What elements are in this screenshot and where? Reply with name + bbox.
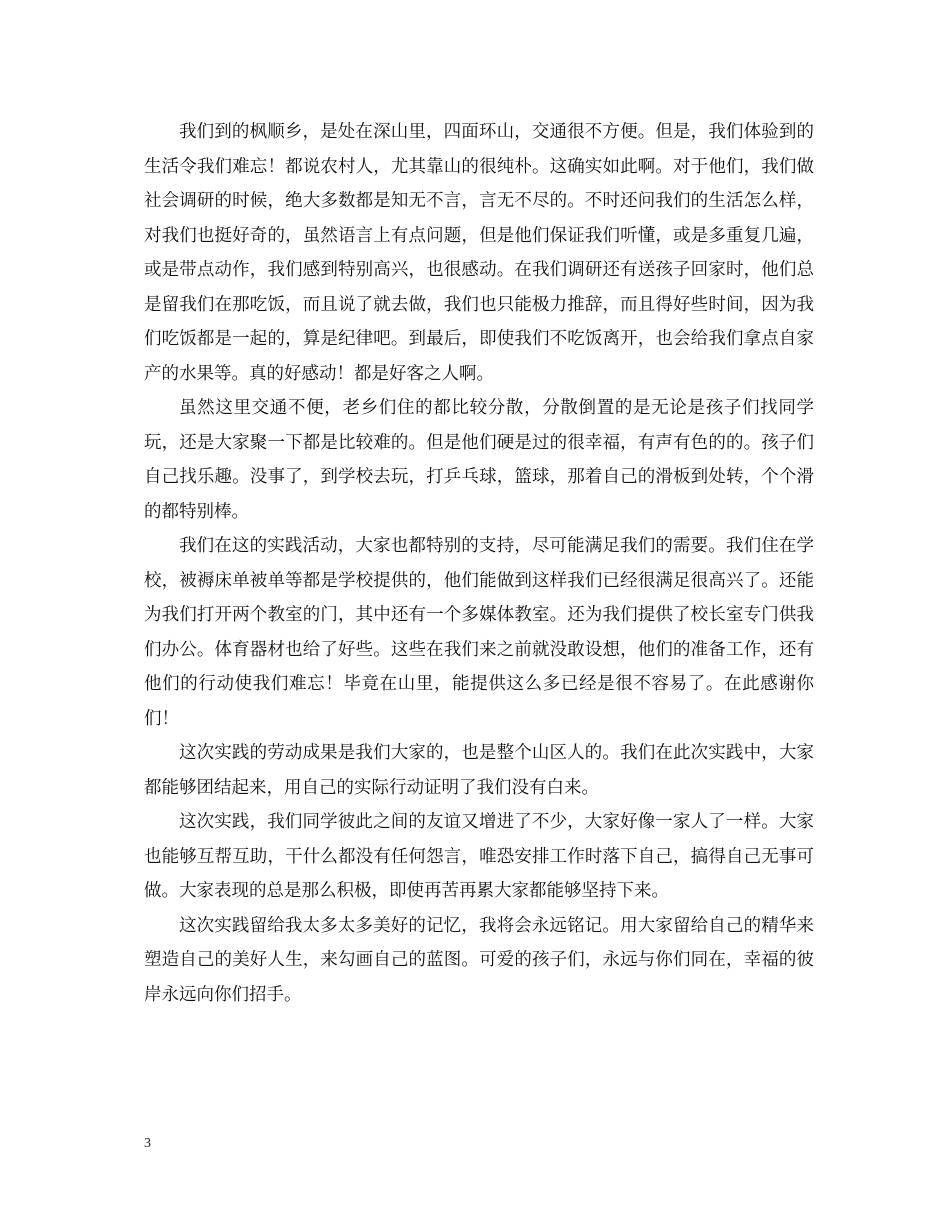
paragraph-6: 这次实践留给我太多太多美好的记忆，我将会永远铭记。用大家留给自己的精华来塑造自己的美好人生，来勾画自己的蓝图。可爱的孩子们，永远与你们同在，幸福的彼岸永远向你们招手。 (144, 915, 814, 1005)
paragraph-2: 虽然这里交通不便，老乡们住的都比较分散，分散倒置的是无论是孩子们找同学玩，还是大家聚一下都是比较难的。但是他们硬是过的很幸福，有声有色的的。孩子们自己找乐趣。没事了，到学校去玩，打乒乓球，篮球，那着自己的滑板到处转，个个滑的都特别棒。 (144, 398, 814, 522)
paragraph-3: 我们在这的实践活动，大家也都特别的支持，尽可能满足我们的需要。我们住在学校，被褥床单被单等都是学校提供的，他们能做到这样我们已经很满足很高兴了。还能为我们打开两个教室的门，其中还有一个多媒体教室。还为我们提供了校长室专门供我们办公。体育器材也给了好些。这些在我们来之前就没敢设想，他们的准备工作，还有他们的行动使我们难忘！毕竟在山里，能提供这么多已经是很不容易了。在此感谢你们！ (144, 536, 814, 729)
page-number: 3 (144, 1136, 151, 1151)
paragraph-4: 这次实践的劳动成果是我们大家的，也是整个山区人的。我们在此次实践中，大家都能够团结起来，用自己的实际行动证明了我们没有白来。 (144, 743, 814, 798)
document-body (144, 115, 814, 1012)
paragraph-5: 这次实践，我们同学彼此之间的友谊又增进了不少，大家好像一家人了一样。大家也能够互帮互助，干什么都没有任何怨言，唯恐安排工作时落下自己，搞得自己无事可做。大家表现的总是那么积极，即使再苦再累大家都能够坚持下来。 (144, 812, 814, 901)
paragraph-1: 我们到的枫顺乡，是处在深山里，四面环山，交通很不方便。但是，我们体验到的生活令我们难忘！都说农村人，尤其靠山的很纯朴。这确实如此啊。对于他们，我们做社会调研的时候，绝大多数都是知无不言，言无不尽的。不时还问我们的生活怎么样，对我们也挺好奇的，虽然语言上有点问题，但是他们保证我们听懂，或是多重复几遍，或是带点动作，我们感到特别高兴，也很感动。在我们调研还有送孩子回家时，他们总是留我们在那吃饭，而且说了就去做，我们也只能极力推辞，而且得好些时间，因为我们吃饭都是一起的，算是纪律吧。到最后，即使我们不吃饭离开，也会给我们拿点自家产的水果等。真的好感动！都是好客之人啊。 (144, 122, 814, 384)
